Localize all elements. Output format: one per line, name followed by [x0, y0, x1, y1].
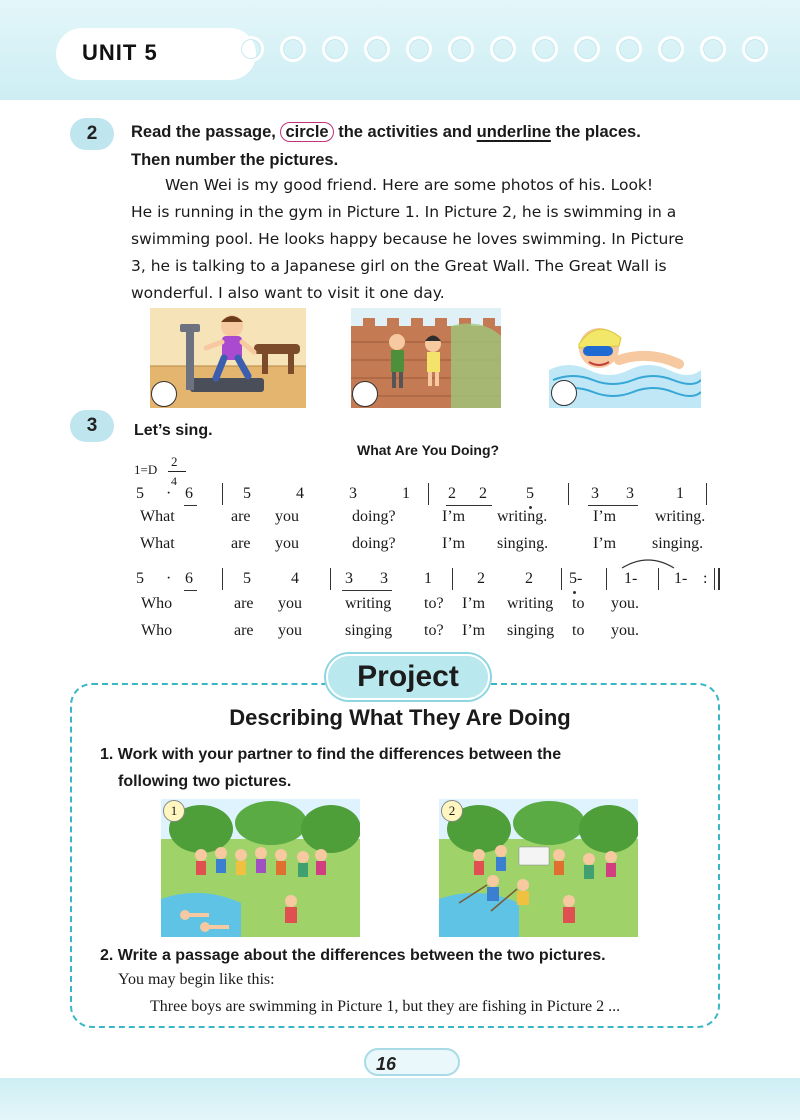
instruction-line-2: Then number the pictures. [131, 151, 339, 169]
bar-line [330, 568, 331, 590]
lyric-word: Who [141, 595, 173, 612]
unit-title: UNIT 5 [82, 40, 158, 65]
note-dot: · [166, 485, 172, 502]
meter-bottom: 4 [171, 474, 177, 488]
low-octave-dot [573, 591, 576, 594]
note: 5 [136, 485, 144, 502]
lyric-word: you. [611, 595, 639, 612]
note: 1 [424, 570, 432, 587]
note: 2 [479, 485, 487, 502]
passage-line: He is running in the gym in Picture 1. In Picture 2, he is swimming in a [131, 203, 677, 221]
answer-circle-2[interactable] [352, 381, 378, 407]
note: 4 [291, 570, 299, 587]
bar-line [714, 568, 715, 590]
project-task-2: 2. Write a passage about the differences between the two pictures. [100, 947, 606, 964]
instruction-text: the activities and [333, 123, 477, 141]
lyric-word: are [234, 622, 254, 639]
lyric-word: I’m [462, 595, 486, 612]
page-number: 16 [376, 1054, 397, 1074]
note: 5 [136, 570, 144, 587]
lyric-word: What [140, 508, 175, 525]
note-dot: · [166, 570, 172, 587]
lyric-word: singing. [497, 535, 549, 552]
passage-line: 3, he is talking to a Japanese girl on the Great Wall. The Great Wall is [131, 257, 667, 275]
lyric-word: writing [507, 595, 554, 612]
lyric-word: to? [424, 595, 444, 612]
exercise-2-number: 2 [70, 118, 114, 150]
ring-decoration [532, 36, 558, 62]
note: 5 [243, 570, 251, 587]
lyric-word: doing? [352, 508, 396, 525]
ring-decoration [238, 36, 264, 62]
passage-line: wonderful. I also want to visit it one day. [131, 284, 445, 302]
lyric-word: to? [424, 622, 444, 639]
project-subtitle: Describing What They Are Doing [229, 705, 571, 730]
note: 3 [626, 485, 634, 502]
reading-passage [131, 172, 709, 307]
repeat-sign: : [703, 570, 708, 587]
note: 1 [676, 485, 684, 502]
lyric-word: singing [507, 622, 555, 639]
passage-line: swimming pool. He looks happy because he loves swimming. In Picture [131, 230, 684, 248]
ring-decoration [616, 36, 642, 62]
note: 5 [243, 485, 251, 502]
note: 4 [296, 485, 304, 502]
lyric-word: doing? [352, 535, 396, 552]
lyric-word: Who [141, 622, 173, 639]
lyric-word: I’m [442, 535, 466, 552]
answer-circle-3[interactable] [551, 380, 577, 406]
lyric-word: writing. [655, 508, 706, 525]
lyric-word: writing. [497, 508, 548, 525]
example-sentence: Three boys are swimming in Picture 1, but they are fishing in Picture 2 ... [150, 998, 621, 1015]
note: 6 [185, 485, 193, 502]
note: 1 [402, 485, 410, 502]
lyric-word: you [278, 622, 302, 639]
lyric-word: I’m [442, 508, 466, 525]
note-underline [588, 505, 638, 506]
note-underline [446, 505, 492, 506]
passage-line: Wen Wei is my good friend. Here are some photos of his. Look! [165, 176, 654, 194]
lyric-word: are [231, 508, 251, 525]
project-picture-1 [161, 799, 360, 937]
note: 1- [624, 570, 638, 587]
note: 5 [526, 485, 534, 502]
note: 3 [380, 570, 388, 587]
exercise-3-title: Let’s sing. [134, 422, 213, 439]
answer-circle-1[interactable] [151, 381, 177, 407]
project-title: Project [357, 660, 459, 693]
picture-1-label: 1 [163, 800, 185, 822]
underline-keyword: underline [476, 123, 551, 141]
instruction-text: Read the passage, [131, 123, 281, 141]
lyric-word: you [275, 535, 299, 552]
bar-line [606, 568, 607, 590]
ring-decoration [700, 36, 726, 62]
note: 3 [345, 570, 353, 587]
lyric-word: writing [345, 595, 392, 612]
lyric-word: you. [611, 622, 639, 639]
end-bar-line [718, 568, 720, 590]
picture-2-label: 2 [441, 800, 463, 822]
circle-keyword: circle [280, 122, 333, 142]
note: 6 [185, 570, 193, 587]
bar-line [568, 483, 569, 505]
bar-line [561, 568, 562, 590]
task-1-line-2: following two pictures. [118, 773, 292, 790]
bar-line [706, 483, 707, 505]
bar-line [428, 483, 429, 505]
ring-decoration [574, 36, 600, 62]
lyric-word: are [231, 535, 251, 552]
ring-decoration [364, 36, 390, 62]
note-underline [184, 505, 197, 506]
lyric-word: What [140, 535, 175, 552]
ring-decoration [742, 36, 768, 62]
meter-divider [168, 471, 186, 472]
ring-decoration [490, 36, 516, 62]
exercise-3-number: 3 [70, 410, 114, 442]
decorative-rings [238, 36, 800, 64]
bar-line [658, 568, 659, 590]
footer-band [0, 1078, 800, 1120]
lyric-word: I’m [593, 508, 617, 525]
note: 2 [448, 485, 456, 502]
note: 5- [569, 570, 583, 587]
lyric-word: you [275, 508, 299, 525]
exercise-2-instruction [131, 118, 711, 174]
bar-line [452, 568, 453, 590]
lyric-word: I’m [462, 622, 486, 639]
project-task-1 [100, 741, 700, 795]
note: 2 [525, 570, 533, 587]
ring-decoration [448, 36, 474, 62]
tie-arc [618, 556, 678, 570]
note: 2 [477, 570, 485, 587]
meter-top: 2 [171, 454, 178, 469]
song-title: What Are You Doing? [357, 442, 500, 458]
bar-line [222, 483, 223, 505]
lyric-word: singing. [652, 535, 704, 552]
note: 3 [349, 485, 357, 502]
ring-decoration [322, 36, 348, 62]
ring-decoration [406, 36, 432, 62]
lyric-word: to [572, 622, 585, 639]
begin-hint: You may begin like this: [118, 971, 275, 988]
ring-decoration [658, 36, 684, 62]
project-picture-2 [439, 799, 638, 937]
ring-decoration [280, 36, 306, 62]
note: 1- [674, 570, 688, 587]
lyric-word: singing [345, 622, 393, 639]
bar-line [222, 568, 223, 590]
note-underline [342, 590, 392, 591]
lyric-word: I’m [593, 535, 617, 552]
instruction-text: the places. [550, 123, 641, 141]
note-underline [184, 590, 197, 591]
lyric-word: to [572, 595, 585, 612]
song-key: 1=D [134, 462, 158, 477]
note: 3 [591, 485, 599, 502]
lyric-word: are [234, 595, 254, 612]
task-1-line-1: 1. Work with your partner to find the differences between the [100, 746, 562, 763]
lyric-word: you [278, 595, 302, 612]
